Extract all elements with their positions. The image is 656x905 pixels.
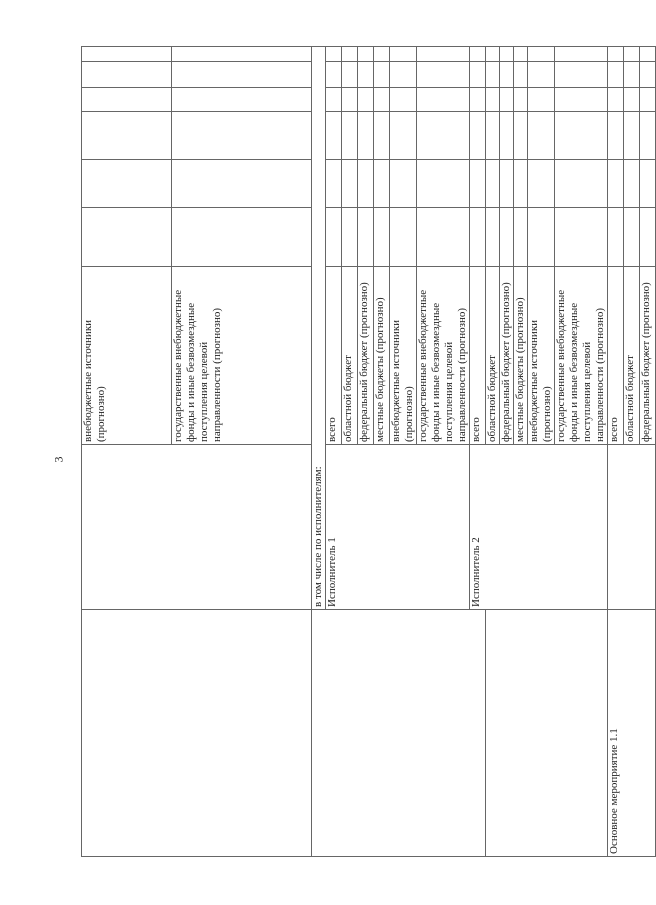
value-cell	[608, 47, 624, 62]
source-cell: всего	[326, 267, 342, 445]
value-cell	[342, 62, 358, 88]
value-cell	[640, 62, 656, 88]
value-cell	[82, 88, 172, 112]
value-cell	[555, 160, 608, 208]
value-cell	[624, 112, 640, 160]
value-cell	[514, 208, 528, 267]
value-cell	[608, 160, 624, 208]
activity-name-empty-cell	[486, 610, 608, 857]
value-cell	[555, 47, 608, 62]
value-cell	[608, 62, 624, 88]
value-cell	[486, 160, 500, 208]
executor-name-cell: Исполнитель 1	[326, 445, 470, 610]
executor-name-cell: Исполнитель 2	[470, 445, 608, 610]
value-cell	[374, 62, 390, 88]
value-cell	[326, 208, 342, 267]
value-cell	[500, 47, 514, 62]
value-cell	[500, 112, 514, 160]
value-cell	[514, 112, 528, 160]
value-cell	[342, 160, 358, 208]
source-cell: государственные внебюджетные фонды и иные безвозмездные поступления целевой направленности (прогнозно)	[417, 267, 470, 445]
source-cell: государственные внебюджетные фонды и иные безвозмездные поступления целевой направленности (прогнозно)	[555, 267, 608, 445]
value-cell	[500, 62, 514, 88]
page-number: 3	[51, 456, 66, 463]
value-cell	[640, 160, 656, 208]
source-cell: областной бюджет	[486, 267, 500, 445]
value-cell	[82, 62, 172, 88]
value-cell	[390, 112, 417, 160]
rotated-table-container	[81, 47, 652, 857]
value-cell	[374, 112, 390, 160]
value-cell	[417, 47, 470, 62]
value-cell	[555, 62, 608, 88]
value-cell	[374, 88, 390, 112]
value-cell	[390, 62, 417, 88]
value-cell	[417, 208, 470, 267]
table-row	[312, 47, 326, 857]
resource-table	[81, 46, 656, 857]
value-cell	[358, 208, 374, 267]
source-cell: всего	[470, 267, 486, 445]
source-cell: местные бюджеты (прогнозно)	[514, 267, 528, 445]
value-cell	[500, 88, 514, 112]
value-cell	[640, 47, 656, 62]
value-cell	[358, 160, 374, 208]
value-cell	[624, 47, 640, 62]
value-cell	[528, 88, 555, 112]
value-cell	[358, 62, 374, 88]
value-cell	[417, 88, 470, 112]
value-cell	[172, 208, 312, 267]
value-cell	[358, 88, 374, 112]
value-cell	[470, 112, 486, 160]
value-cell	[470, 160, 486, 208]
executor-empty-cell	[82, 445, 312, 610]
source-cell: областной бюджет	[624, 267, 640, 445]
value-cell	[417, 62, 470, 88]
value-cell	[514, 160, 528, 208]
value-cell	[555, 208, 608, 267]
activity-name-empty-cell	[82, 610, 312, 857]
value-cell	[358, 112, 374, 160]
value-cell	[486, 112, 500, 160]
value-cell	[172, 88, 312, 112]
value-cell	[358, 47, 374, 62]
value-cell	[374, 47, 390, 62]
source-cell: внебюджетные источники (прогнозно)	[390, 267, 417, 445]
value-cell	[555, 112, 608, 160]
value-cell	[500, 208, 514, 267]
value-cell	[417, 112, 470, 160]
value-cell	[640, 208, 656, 267]
value-cell	[470, 208, 486, 267]
value-cell	[82, 208, 172, 267]
value-cell	[624, 88, 640, 112]
source-cell: областной бюджет	[342, 267, 358, 445]
source-cell: внебюджетные источники (прогнозно)	[528, 267, 555, 445]
value-cell	[624, 160, 640, 208]
source-cell: федеральный бюджет (прогнозно)	[358, 267, 374, 445]
value-cell	[390, 208, 417, 267]
value-cell	[486, 208, 500, 267]
value-cell	[608, 112, 624, 160]
executor-empty-cell	[608, 445, 656, 610]
activity-name-empty-cell	[312, 610, 486, 857]
source-cell: внебюджетные источники (прогнозно)	[82, 267, 172, 445]
value-cell	[500, 160, 514, 208]
value-cell	[172, 112, 312, 160]
value-cell	[172, 47, 312, 62]
table-row	[82, 47, 172, 857]
value-cell	[342, 208, 358, 267]
value-cell	[640, 88, 656, 112]
value-cell	[82, 47, 172, 62]
table-row	[608, 47, 624, 857]
value-cell	[326, 160, 342, 208]
value-cell	[374, 208, 390, 267]
value-cell	[640, 112, 656, 160]
value-cell	[417, 160, 470, 208]
source-cell: всего	[608, 267, 624, 445]
source-cell: государственные внебюджетные фонды и иные безвозмездные поступления целевой направленности (прогнозно)	[172, 267, 312, 445]
value-cell	[514, 47, 528, 62]
source-cell: местные бюджеты (прогнозно)	[374, 267, 390, 445]
value-cell	[374, 160, 390, 208]
value-cell	[528, 208, 555, 267]
value-cell	[528, 62, 555, 88]
value-cell	[528, 112, 555, 160]
value-cell	[326, 47, 342, 62]
source-cell: федеральный бюджет (прогнозно)	[640, 267, 656, 445]
value-cell	[82, 112, 172, 160]
value-cell	[172, 62, 312, 88]
value-cell	[470, 47, 486, 62]
activity-name-cell: Основное мероприятие 1.1	[608, 610, 656, 857]
value-cell	[624, 208, 640, 267]
value-cell	[624, 62, 640, 88]
value-cell	[390, 47, 417, 62]
executors-header-cell: в том числе по исполнителям:	[312, 47, 326, 610]
value-cell	[514, 62, 528, 88]
value-cell	[326, 88, 342, 112]
value-cell	[486, 47, 500, 62]
value-cell	[326, 62, 342, 88]
value-cell	[470, 88, 486, 112]
value-cell	[82, 160, 172, 208]
value-cell	[326, 112, 342, 160]
value-cell	[528, 47, 555, 62]
value-cell	[608, 88, 624, 112]
value-cell	[486, 62, 500, 88]
value-cell	[486, 88, 500, 112]
value-cell	[528, 160, 555, 208]
value-cell	[608, 208, 624, 267]
value-cell	[390, 160, 417, 208]
value-cell	[172, 160, 312, 208]
value-cell	[342, 88, 358, 112]
value-cell	[390, 88, 417, 112]
value-cell	[342, 112, 358, 160]
value-cell	[555, 88, 608, 112]
value-cell	[514, 88, 528, 112]
value-cell	[470, 62, 486, 88]
source-cell: федеральный бюджет (прогнозно)	[500, 267, 514, 445]
value-cell	[342, 47, 358, 62]
